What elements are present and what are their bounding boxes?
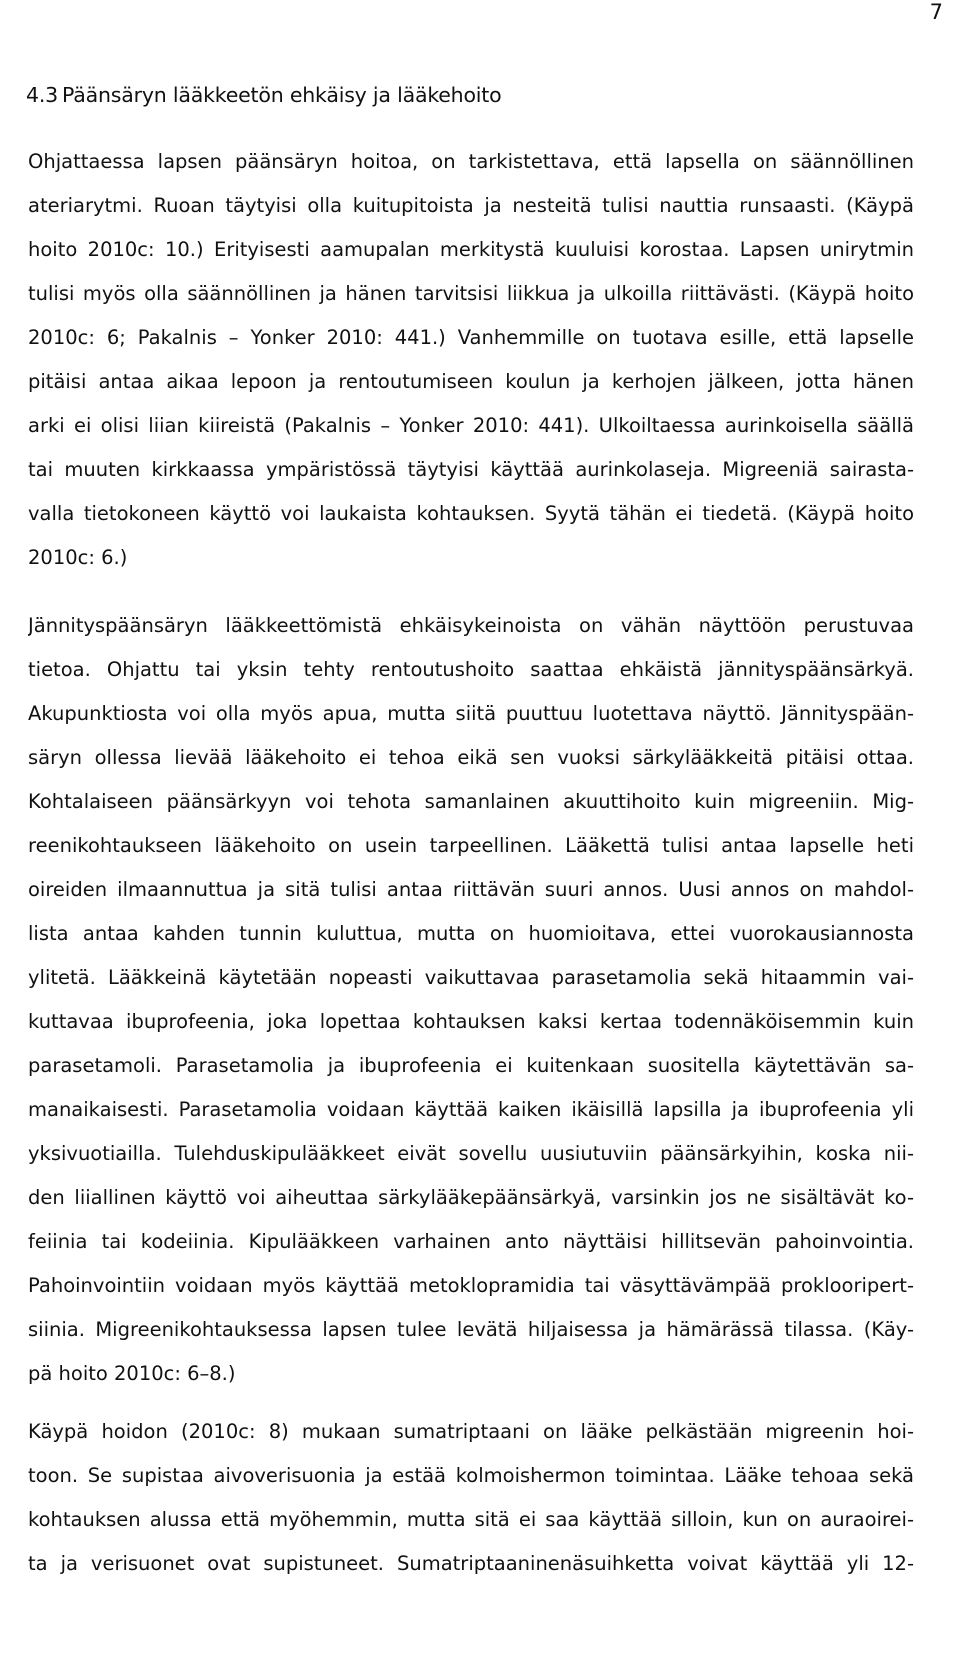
paragraph-2 [28, 604, 914, 1396]
paragraph-1 [28, 140, 914, 580]
text-line: feiinia tai kodeiinia. Kipulääkkeen varhainen anto näyttäisi hillitsevän pahoinvointia. [28, 1230, 914, 1253]
text-line: manaikaisesti. Parasetamolia voidaan käyttää kaiken ikäisillä lapsilla ja ibuprofeenia yli [28, 1098, 914, 1121]
text-line: tai muuten kirkkaassa ympäristössä täytyisi käyttää aurinkolaseja. Migreeniä sairasta- [28, 458, 914, 481]
text-line: oireiden ilmaannuttua ja sitä tulisi antaa riittävän suuri annos. Uusi annos on mahdol- [28, 878, 914, 901]
text-line: yksivuotiailla. Tulehduskipulääkkeet eivät sovellu uusiutuviin päänsärkyihin, koska nii- [28, 1142, 914, 1165]
text-line: siinia. Migreenikohtauksessa lapsen tulee levätä hiljaisessa ja hämärässä tilassa. (Käy- [28, 1318, 914, 1341]
text-line: pä hoito 2010c: 6–8.) [28, 1362, 236, 1385]
text-line: den liiallinen käyttö voi aiheuttaa särkylääkepäänsärkyä, varsinkin jos ne sisältävät ko- [28, 1186, 914, 1209]
text-line: 2010c: 6.) [28, 546, 128, 569]
text-line: säryn ollessa lievää lääkehoito ei tehoa eikä sen vuoksi särkylääkkeitä pitäisi ottaa. [28, 746, 914, 769]
paragraph-3 [28, 1410, 914, 1586]
text-line: Pahoinvointiin voidaan myös käyttää metoklopramidia tai väsyttävämpää proklooripert- [28, 1274, 914, 1297]
text-line: Käypä hoidon (2010c: 8) mukaan sumatriptaani on lääke pelkästään migreenin hoi- [28, 1420, 914, 1443]
section-title: Päänsäryn lääkkeetön ehkäisy ja lääkehoito [62, 83, 502, 107]
text-line: 2010c: 6; Pakalnis – Yonker 2010: 441.) Vanhemmille on tuotava esille, että lapselle [28, 326, 914, 349]
text-line: pitäisi antaa aikaa lepoon ja rentoutumiseen koulun ja kerhojen jälkeen, jotta hänen [28, 370, 914, 393]
section-number: 4.3 [26, 83, 59, 107]
text-line: kohtauksen alussa että myöhemmin, mutta sitä ei saa käyttää silloin, kun on auraoirei- [28, 1508, 914, 1531]
text-line: Ohjattaessa lapsen päänsäryn hoitoa, on tarkistettava, että lapsella on säännöllinen [28, 150, 914, 173]
text-line: Akupunktiosta voi olla myös apua, mutta siitä puuttuu luotettava näyttö. Jännityspään- [28, 702, 914, 725]
text-line: arki ei olisi liian kiireistä (Pakalnis – Yonker 2010: 441). Ulkoiltaessa aurinkoisella säällä [28, 414, 914, 437]
text-line: ylitetä. Lääkkeinä käytetään nopeasti vaikuttavaa parasetamolia sekä hitaammin vai- [28, 966, 914, 989]
text-line: tietoa. Ohjattu tai yksin tehty rentoutushoito saattaa ehkäistä jännityspäänsärkyä. [28, 658, 914, 681]
text-line: parasetamoli. Parasetamolia ja ibuprofeenia ei kuitenkaan suositella käytettävän sa- [28, 1054, 914, 1077]
text-line: lista antaa kahden tunnin kuluttua, mutta on huomioitava, ettei vuorokausiannosta [28, 922, 914, 945]
text-line: ta ja verisuonet ovat supistuneet. Sumatriptaaninenäsuihketta voivat käyttää yli 12- [28, 1552, 914, 1575]
text-line: toon. Se supistaa aivoverisuonia ja estää kolmoishermon toimintaa. Lääke tehoaa sekä [28, 1464, 914, 1487]
text-line: reenikohtaukseen lääkehoito on usein tarpeellinen. Lääkettä tulisi antaa lapselle heti [28, 834, 914, 857]
text-line: tulisi myös olla säännöllinen ja hänen tarvitsisi liikkua ja ulkoilla riittävästi. (Käypä hoito [28, 282, 914, 305]
text-line: Jännityspäänsäryn lääkkeettömistä ehkäisykeinoista on vähän näyttöön perustuvaa [28, 614, 914, 637]
text-line: Kohtalaiseen päänsärkyyn voi tehota samanlainen akuuttihoito kuin migreeniin. Mig- [28, 790, 914, 813]
text-line: ateriarytmi. Ruoan täytyisi olla kuitupitoista ja nesteitä tulisi nauttia runsaasti. (Käypä [28, 194, 914, 217]
page-number: 7 [929, 0, 943, 24]
text-line: hoito 2010c: 10.) Erityisesti aamupalan merkitystä kuuluisi korostaa. Lapsen unirytmin [28, 238, 914, 261]
text-line: kuttavaa ibuprofeenia, joka lopettaa kohtauksen kaksi kertaa todennäköisemmin kuin [28, 1010, 914, 1033]
text-line: valla tietokoneen käyttö voi laukaista kohtauksen. Syytä tähän ei tiedetä. (Käypä hoito [28, 502, 914, 525]
section-heading [26, 80, 501, 110]
